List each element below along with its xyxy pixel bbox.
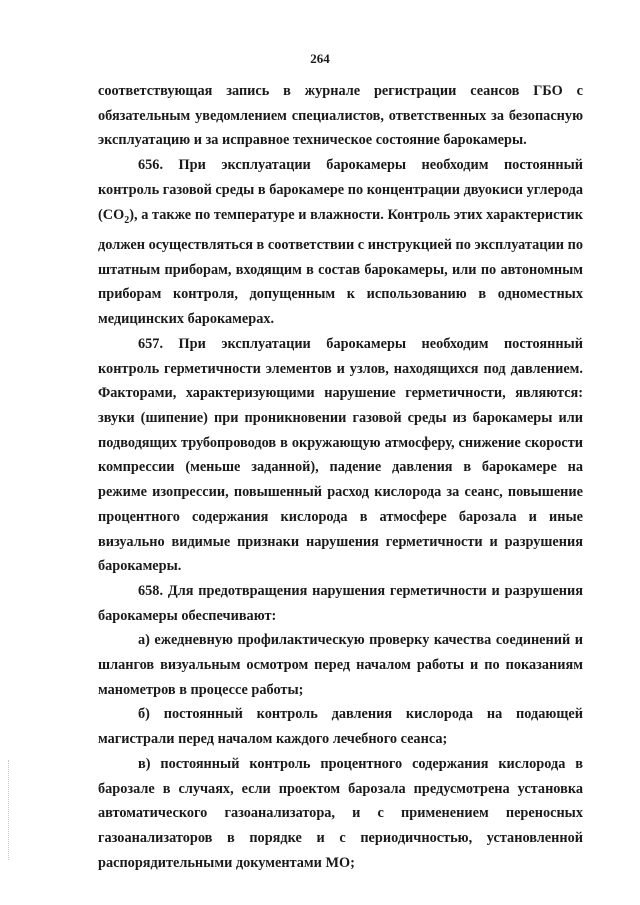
scan-edge-mark xyxy=(8,760,10,860)
paragraph-658: 658. Для предотвращения нарушения герметичности и разрушения барокамеры обеспечивают: xyxy=(98,582,583,624)
paragraph-656-text-after: ), а также по температуре и влажности. Контроль этих характеристик должен осуществляться в соответствии с инструкцией по эксплуатации по штатным приборам, входящим в состав барокамеры, или по автономным приборам контроля, допущенным к использованию в одноместных медицинских барокамерах. xyxy=(98,206,583,328)
paragraph-658-c: в) постоянный контроль процентного содержания кислорода в барозале в случаях, если проектом барозала предусмотрена установка автоматического газоанализатора, и с применением переносных газоанализаторов в порядке и с периодичностью, установленной распорядительными документами МО; xyxy=(98,755,583,871)
co2-subscript: 2 xyxy=(124,214,130,226)
paragraph-658-a: а) ежедневную профилактическую проверку качества соединений и шлангов визуальным осмотром перед началом работы и по показаниям манометров в процессе работы; xyxy=(98,632,583,698)
page-number: 264 xyxy=(310,51,330,66)
paragraph-658-b: б) постоянный контроль давления кислорода на подающей магистрали перед началом каждого лечебного сеанса; xyxy=(98,706,583,748)
paragraph-657: 657. При эксплуатации барокамеры необходим постоянный контроль герметичности элементов и узлов, находящихся под давлением. Факторами, характеризующими нарушение герметичности, являются: звуки (шипение) при проникновении газовой среды из барокамеры или подводящих трубопроводов в окружающую атмосферу, снижение скорости компрессии (меньше заданной), падение давления в барокамере на режиме изопрессии, повышенный расход кислорода за сеанс, повышение процентного содержания кислорода в атмосфере барозала и иные визуально видимые признаки нарушения герметичности и разрушения барокамеры. xyxy=(98,335,583,575)
document-body xyxy=(98,79,583,875)
paragraph-656-text-before: 656. При эксплуатации барокамеры необходим постоянный контроль газовой среды в барокамере по концентрации двуокиси углерода (CO xyxy=(98,157,583,223)
paragraph-656 xyxy=(98,153,583,332)
paragraph-continuation: соответствующая запись в журнале регистрации сеансов ГБО с обязательным уведомлением специалистов, ответственных за безопасную эксплуатацию и за исправное техническое состояние барокамеры. xyxy=(98,83,583,149)
